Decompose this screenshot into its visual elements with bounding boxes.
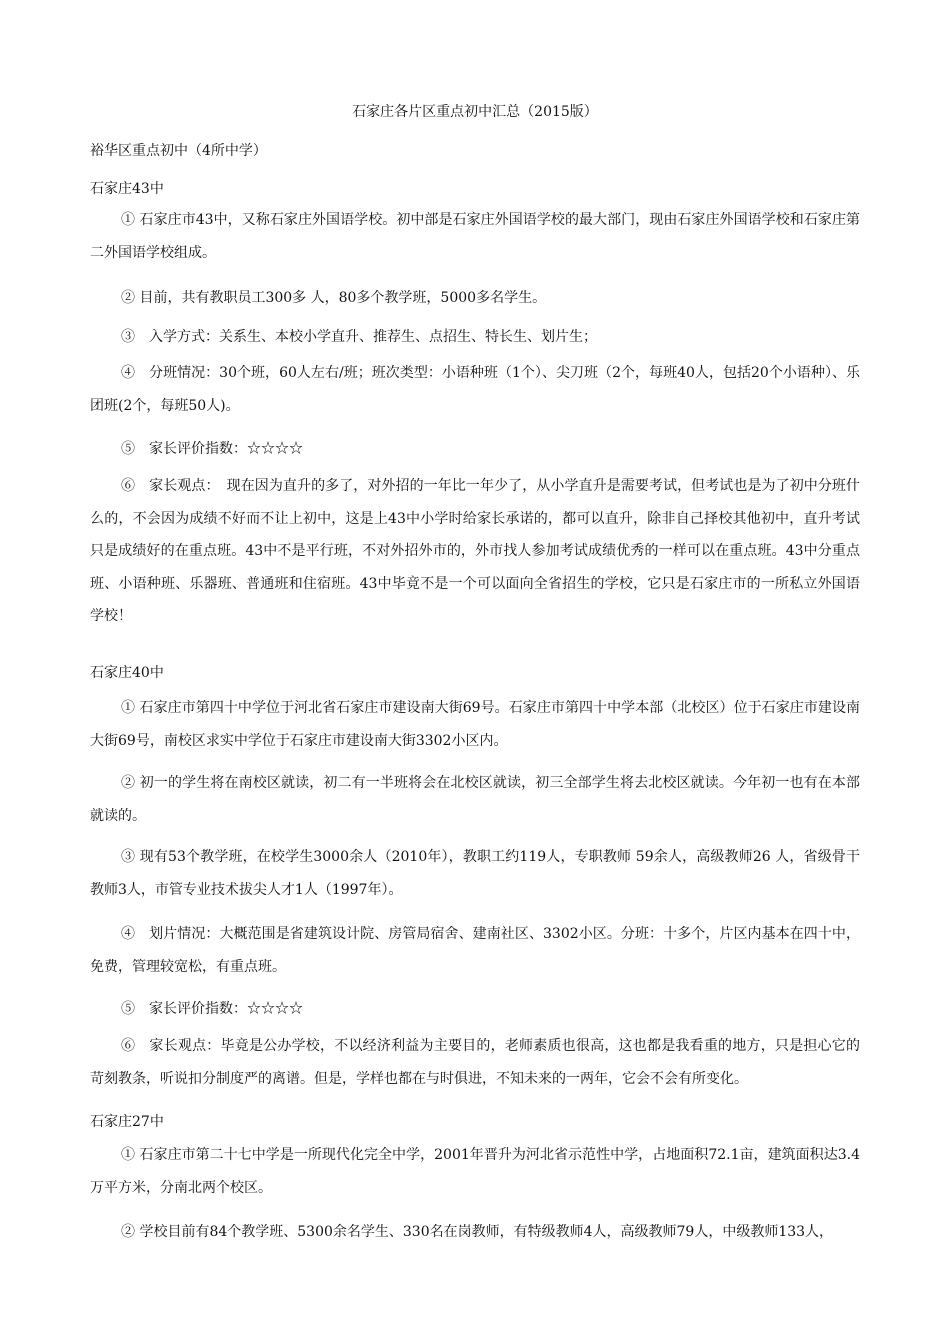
school-43-item-3: ③ 入学方式：关系生、本校小学直升、推荐生、点招生、特长生、划片生； bbox=[121, 329, 597, 345]
school-27-item-2: ② 学校目前有84个教学班、5300余名学生、330名在岗教师，有特级教师4人，高级教师79人，中级教师133人， bbox=[121, 1224, 834, 1240]
school-43-item-6: ⑥ 家长观点： 现在因为直升的多了，对外招的一年比一年少了，从小学直升是需要考试，但考试也是为了初中分班什么的，不会因为成绩不好而不让上初中，这是上43中小学时给家长承诺的，都可以直升，除非自己择校其他初中，直升考试只是成绩好的在重点班。43中不是平行班，不对外招外市的，外市找人参加考试成绩优秀的一样可以在重点班。43中分重点班、小语种班、乐器班、普通班和住宿班。43中毕竟不是一个可以面向全省招生的学校，它只是石家庄市的一所私立外国语学校！ bbox=[90, 478, 860, 624]
district-heading: 裕华区重点初中（4所中学） bbox=[90, 143, 267, 159]
school-43-item-5: ⑤ 家长评价指数：☆☆☆☆ bbox=[121, 441, 303, 457]
school-heading-43: 石家庄43中 bbox=[90, 181, 164, 197]
school-40-item-6: ⑥ 家长观点：毕竟是公办学校，不以经济利益为主要目的，老师素质也很高，这也都是我看重的地方，只是担心它的苛刻教条，听说扣分制度严的离谱。但是，学样也都在与时俱进，不知未来的一两年，它会不会有所变化。 bbox=[90, 1038, 860, 1087]
school-43-item-4: ④ 分班情况：30个班，60人左右/班；班次类型：小语种班（1个）、尖刀班（2个，每班40人，包括20个小语种）、乐团班(2个，每班50人)。 bbox=[90, 365, 860, 414]
school-heading-27: 石家庄27中 bbox=[90, 1114, 164, 1130]
school-27-item-1: ① 石家庄市第二十七中学是一所现代化完全中学，2001年晋升为河北省示范性中学，占地面积72.1亩，建筑面积达3.4万平方米，分南北两个校区。 bbox=[90, 1147, 860, 1196]
school-43-item-1: ① 石家庄市43中，又称石家庄外国语学校。初中部是石家庄外国语学校的最大部门，现由石家庄外国语学校和石家庄第二外国语学校组成。 bbox=[90, 212, 860, 261]
document-title: 石家庄各片区重点初中汇总（2015版） bbox=[352, 104, 598, 120]
school-40-item-2: ② 初一的学生将在南校区就读，初二有一半班将会在北校区就读，初三全部学生将去北校区就读。今年初一也有在本部就读的。 bbox=[90, 775, 860, 824]
school-40-item-1: ① 石家庄市第四十中学位于河北省石家庄市建设南大街69号。石家庄市第四十中学本部（北校区）位于石家庄市建设南大街69号，南校区求实中学位于石家庄市建设南大街3302小区内。 bbox=[90, 700, 860, 749]
school-40-item-3: ③ 现有53个教学班，在校学生3000余人（2010年），教职工约119人，专职教师 59余人，高级教师26 人，省级骨干教师3人，市管专业技术拔尖人才1人（1997年）。 bbox=[90, 849, 860, 898]
school-heading-40: 石家庄40中 bbox=[90, 665, 164, 681]
school-40-item-4: ④ 划片情况：大概范围是省建筑设计院、房管局宿舍、建南社区、3302小区。分班：十多个，片区内基本在四十中，免费，管理较宽松，有重点班。 bbox=[90, 926, 860, 975]
school-40-item-5: ⑤ 家长评价指数：☆☆☆☆ bbox=[121, 1001, 303, 1017]
school-43-item-2: ② 目前，共有教职员工300多 人，80多个教学班，5000多名学生。 bbox=[121, 290, 547, 306]
